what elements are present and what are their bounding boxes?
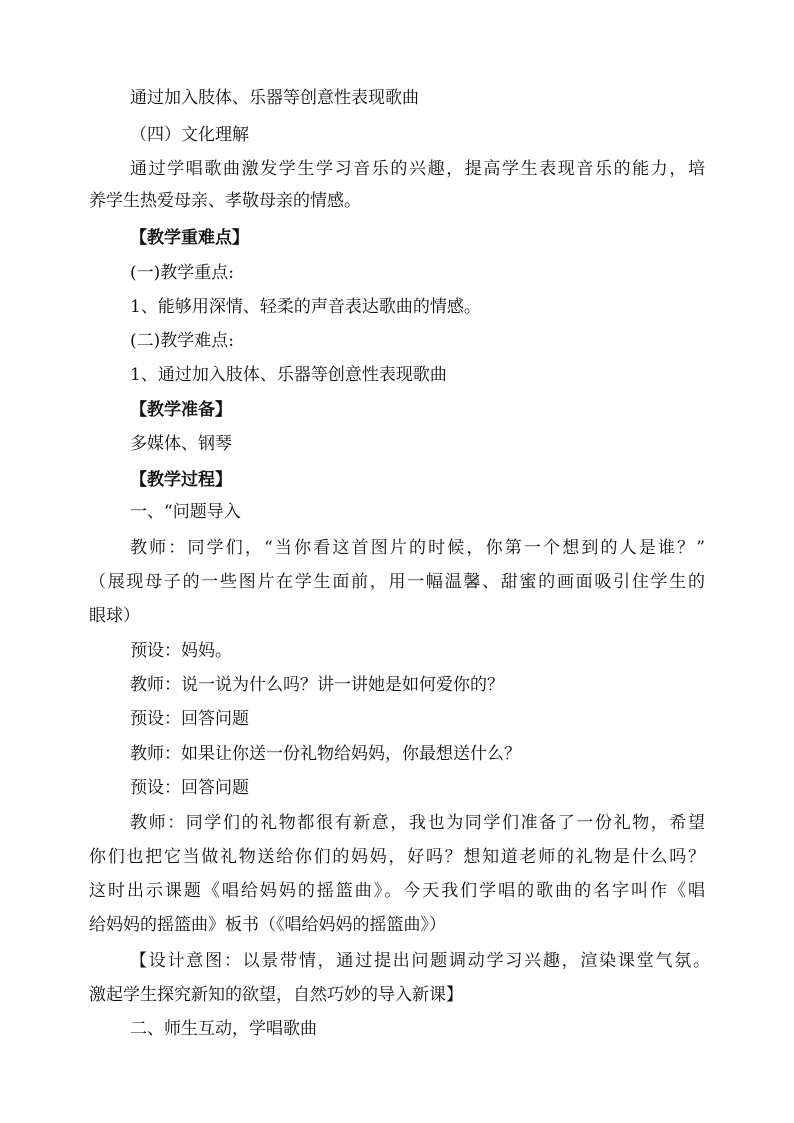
- text-line: 教师：同学们的礼物都很有新意，我也为同学们准备了一份礼物，希望: [130, 813, 705, 833]
- text-line: 预设：回答问题: [130, 709, 249, 729]
- text-line: 1、通过加入肢体、乐器等创意性表现歌曲: [130, 365, 447, 385]
- text-line: 教师：如果让你送一份礼物给妈妈，你最想送什么？: [130, 744, 521, 764]
- text-line: 激起学生探究新知的欲望，自然巧妙的导入新课】: [89, 985, 463, 1005]
- text-line: 1、能够用深情、轻柔的声音表达歌曲的情感。: [130, 297, 481, 317]
- text-line: 通过学唱歌曲激发学生学习音乐的兴趣，提高学生表现音乐的能力，培: [130, 159, 705, 179]
- text-line: 教师：说一说为什么吗？讲一讲她是如何爱你的？: [130, 675, 504, 695]
- text-line: 通过加入肢体、乐器等创意性表现歌曲: [130, 88, 419, 108]
- text-line: 养学生热爱母亲、孝敬母亲的情感。: [89, 191, 361, 211]
- text-line: 预设：回答问题: [130, 778, 249, 798]
- subsection-heading: (二)教学难点:: [130, 331, 234, 351]
- text-line: 眼球）: [89, 606, 140, 626]
- section-heading: 【教学重难点】: [130, 228, 249, 248]
- section-heading: （四）文化理解: [130, 125, 249, 145]
- section-heading: 【教学准备】: [130, 400, 232, 420]
- text-line: 预设：妈妈。: [130, 641, 232, 661]
- text-line: 这时出示课题《唱给妈妈的摇篮曲》。今天我们学唱的歌曲的名字叫作《唱: [89, 881, 705, 901]
- text-line: 多媒体、钢琴: [130, 434, 232, 454]
- subsection-heading: (一)教学重点:: [130, 263, 234, 283]
- text-line: （展现母子的一些图片在学生面前，用一幅温馨、甜蜜的画面吸引住学生的: [89, 572, 705, 592]
- section-heading: 二、师生互动，学唱歌曲: [130, 1019, 317, 1039]
- subsection-heading: 一、“问题导入: [130, 502, 241, 522]
- text-line: 【设计意图：以景带情，通过提出问题调动学习兴趣，渲染课堂气氛。: [130, 951, 710, 971]
- section-heading: 【教学过程】: [130, 470, 232, 490]
- text-line: 给妈妈的摇篮曲》板书（《唱给妈妈的摇篮曲》）: [89, 915, 446, 935]
- text-line: 教师：同学们，“当你看这首图片的时候，你第一个想到的人是谁？”: [130, 538, 705, 558]
- text-line: 你们也把它当做礼物送给你们的妈妈，好吗？想知道老师的礼物是什么吗？: [89, 847, 705, 867]
